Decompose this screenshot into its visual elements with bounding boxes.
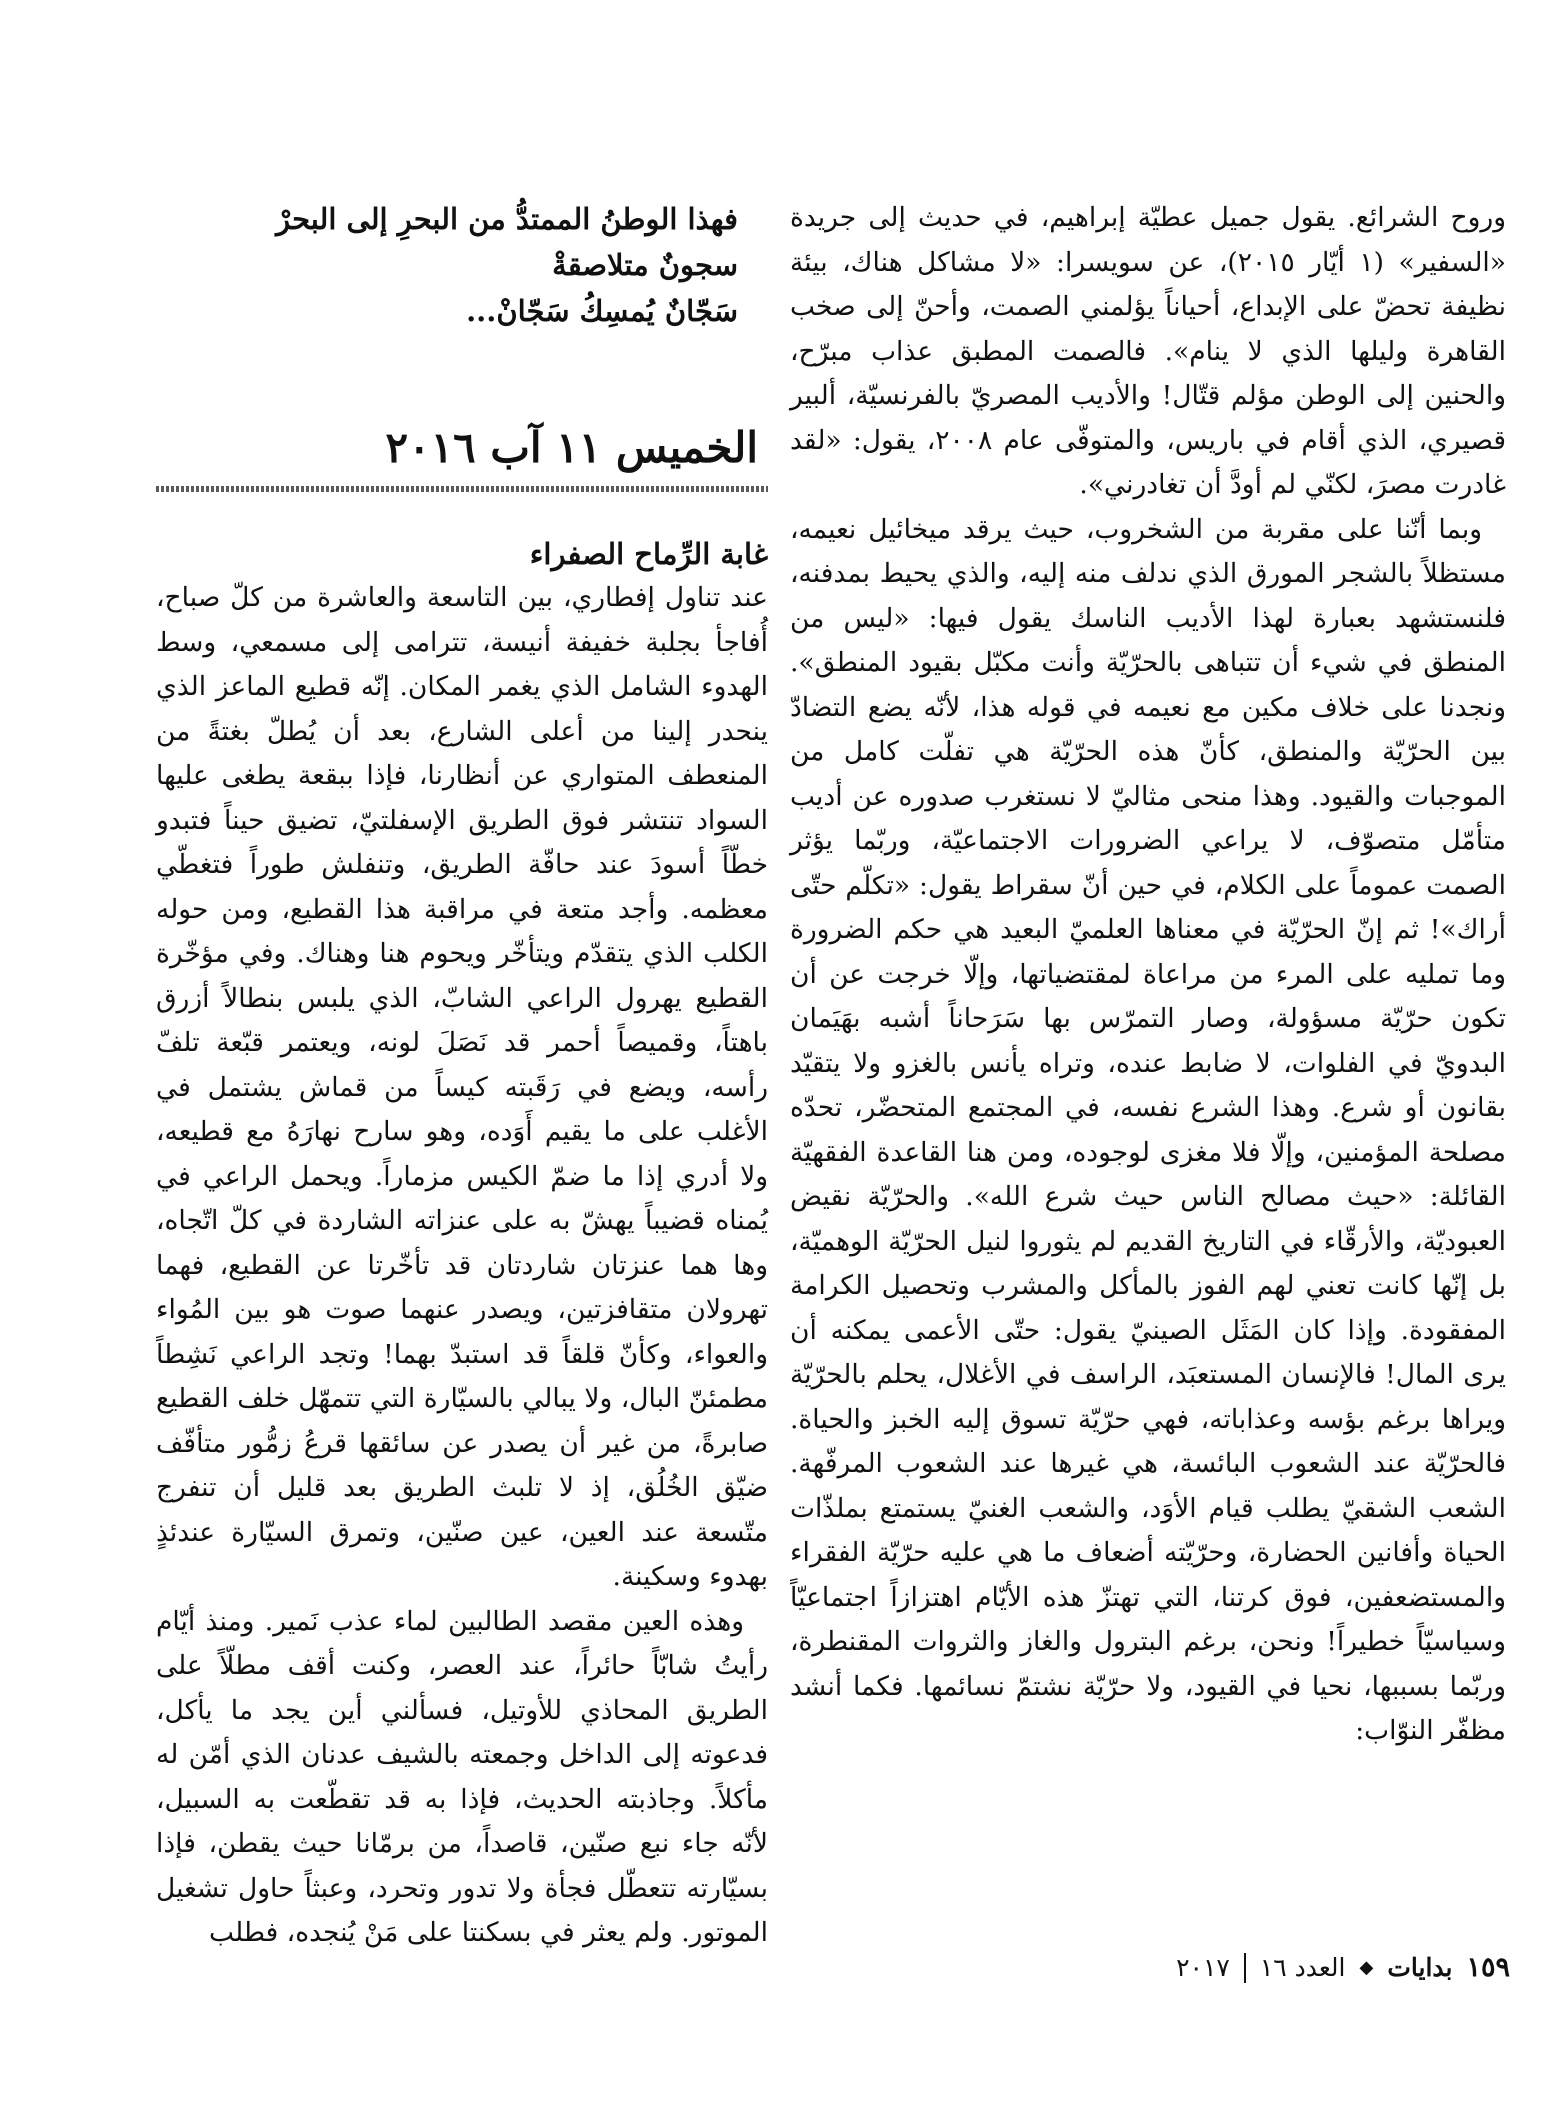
footer-separator	[1244, 1953, 1246, 1983]
right-column	[790, 196, 1506, 1754]
poem-line: سجونٌ متلاصقةْ	[552, 248, 738, 282]
page-footer	[1080, 1952, 1510, 1983]
paragraph: وروح الشرائع. يقول جميل عطيّة إبراهيم، في حديث إلى جريدة «السفير» (١ أيّار ٢٠١٥)، عن سويسرا: «لا مشاكل هناك، بيئة نظيفة تحضّ على الإبداع، أحياناً يؤلمني الصمت، وأحنّ إلى صخب القاهرة وليلها الذي لا ينام». فالصمت المطبق عذاب مبرّح، والحنين إلى الوطن مؤلم قتّال! والأديب المصريّ بالفرنسيّة، ألبير قصيري، الذي أقام في باريس، والمتوفّى عام ٢٠٠٨، يقول: «لقد غادرت مصرَ، لكنّي لم أودَّ أن تغادرني».	[790, 202, 1507, 500]
poem-line: سَجّانٌ يُمسِكُ سَجّانْ...	[466, 294, 738, 328]
section-body	[156, 576, 768, 1956]
magazine-name: بدايات	[1387, 1953, 1453, 1982]
poem-line: فهذا الوطنُ الممتدُّ من البحرِ إلى البحرْ	[276, 202, 738, 236]
diamond-icon: ◆	[1359, 1957, 1374, 1978]
paragraph: وبما أنّنا على مقربة من الشخروب، حيث يرقد ميخائيل نعيمه، مستظلاً بالشجر المورق الذي ندلف منه إليه، والذي يحيط بمدفنه، فلنستشهد بعبارة لهذا الأديب الناسك يقول فيها: «ليس من المنطق في شيء أن تتباهى بالحرّيّة وأنت مكبّل بقيود المنطق». ونجدنا على خلاف مكين مع نعيمه في قوله هذا، لأنّه يضع التضادّ بين الحرّيّة والمنطق، كأنّ هذه الحرّيّة هي تفلّت كامل من الموجبات والقيود. وهذا منحى مثاليّ لا نستغرب صدوره عن أديب متأمّل متصوّف، لا يراعي الضرورات الاجتماعيّة، وربّما يؤثر الصمت عموماً على الكلام، في حين أنّ سقراط يقول: «تكلّم حتّى أراك»! ثم إنّ الحرّيّة في معناها العلميّ البعيد هي حكم الضرورة وما تمليه على المرء من مراعاة لمقتضياتها، وإلّا خرجت عن أن تكون حرّيّة مسؤولة، وصار التمرّس بها سَرَحاناً أشبه بهَيَمان البدويّ في الفلوات، لا ضابط عنده، وتراه يأنس بالغزو ولا يتقيّد بقانون أو شرع. وهذا الشرع نفسه، في المجتمع المتحضّر، تحدّه مصلحة المؤمنين، وإلّا فلا مغزى لوجوده، ومن هنا القاعدة الفقهيّة القائلة: «حيث مصالح الناس حيث شرع الله». والحرّيّة نقيض العبوديّة، والأرقّاء في التاريخ القديم لم يثوروا لنيل الحرّيّة الوهميّة، بل إنّها كانت تعني لهم الفوز بالمأكل والمشرب وتحصيل الكرامة المفقودة. وإذا كان المَثَل الصينيّ يقول: حتّى الأعمى يمكنه أن يرى المال! فالإنسان المستعبَد، الراسف في الأغلال، يحلم بالحرّيّة ويراها برغم بؤسه وعذاباته، فهي حرّيّة تسوق إليه الخبز والحياة. فالحرّيّة عند الشعوب البائسة، هي غيرها عند الشعوب المرفّهة. الشعب الشقيّ يطلب قيام الأوَد، والشعب الغنيّ يستمتع بملذّات الحياة وأفانين الحضارة، وحرّيّته أضعاف ما هي عليه حرّيّة الفقراء والمستضعفين، فوق كرتنا، التي تهتزّ هذه الأيّام اهتزازاً اجتماعيّاً وسياسيّاً خطيراً! ونحن، برغم البترول والغاز والثروات المقنطرة، وربّما بسببها، نحيا في القيود، ولا حرّيّة نشتمّ نسائمها. فكما أنشد مظفّر النوّاب:	[790, 513, 1506, 1746]
issue-year: ٢٠١٧	[1176, 1953, 1230, 1982]
paragraph: وهذه العين مقصد الطالبين لماء عذب نَمير. ومنذ أيّام رأيتُ شابّاً حائراً، عند العصر، وكنت أقف مطلّاً على الطريق المحاذي للأوتيل، فسألني أين يجد ما يأكل، فدعوته إلى الداخل وجمعته بالشيف عدنان الذي أمّن له مأكلاً. وجاذبته الحديث، فإذا به قد تقطّعت به السبيل، لأنّه جاء نبع صنّين، قاصداً، من برمّانا حيث يقطن، فإذا بسيّارته تتعطّل فجأة ولا تدور وتحرد، وعبثاً حاول تشغيل الموتور. ولم يعثر في بسكنتا على مَنْ يُنجده، فطلب	[156, 1605, 768, 1948]
poem-quote	[156, 196, 768, 334]
section-title: غابة الرِّماح الصفراء	[529, 537, 768, 571]
page-number: ١٥٩	[1466, 1952, 1510, 1983]
dotted-divider	[156, 486, 768, 492]
left-column	[156, 196, 768, 1956]
issue-number: العدد ١٦	[1259, 1953, 1346, 1982]
paragraph: عند تناول إفطاري، بين التاسعة والعاشرة من كلّ صباح، أُفاجأ بجلبة خفيفة أنيسة، تترامى إلى مسمعي، وسط الهدوء الشامل الذي يغمر المكان. إنّه قطيع الماعز الذي ينحدر إلينا من أعلى الشارع، بعد أن يُطلّ بغتةً من المنعطف المتواري عن أنظارنا، فإذا ببقعة يطغى عليها السواد تنتشر فوق الطريق الإسفلتيّ، تضيق حيناً فتبدو خطّاً أسودَ عند حافّة الطريق، وتنفلش طوراً فتغطّي معظمه. وأجد متعة في مراقبة هذا القطيع، ومن حوله الكلب الذي يتقدّم ويتأخّر ويحوم هنا وهناك. وفي مؤخّرة القطيع يهرول الراعي الشابّ، الذي يلبس بنطالاً أزرق باهتاً، وقميصاً أحمر قد نَصَلَ لونه، ويعتمر قبّعة تلفّ رأسه، ويضع في رَقَبته كيساً من قماش يشتمل في الأغلب على ما يقيم أَوَده، وهو سارح نهارَهُ مع قطيعه، ولا أدري إذا ما ضمّ الكيس مزماراً. ويحمل الراعي في يُمناه قضيباً يهشّ به على عنزاته الشاردة في كلّ اتّجاه، وها هما عنزتان شاردتان قد تأخّرتا عن القطيع، فهما تهرولان متقافزتين، ويصدر عنهما صوت هو بين المُواء والعواء، وكأنّ قلقاً قد استبدّ بهما! وتجد الراعي نَشِطاً مطمئنّ البال، ولا يبالي بالسيّارة التي تتمهّل خلف القطيع صابرةً، من غير أن يصدر عن سائقها قرعُ زمُّور متأفّف ضيّق الخُلُق، إذ لا تلبث الطريق بعد قليل أن تنفرج متّسعة عند العين، عين صنّين، وتمرق السيّارة عندئذٍ بهدوء وسكينة.	[156, 582, 768, 1592]
date-heading: الخميس ١١ آب ٢٠١٦	[385, 423, 758, 472]
